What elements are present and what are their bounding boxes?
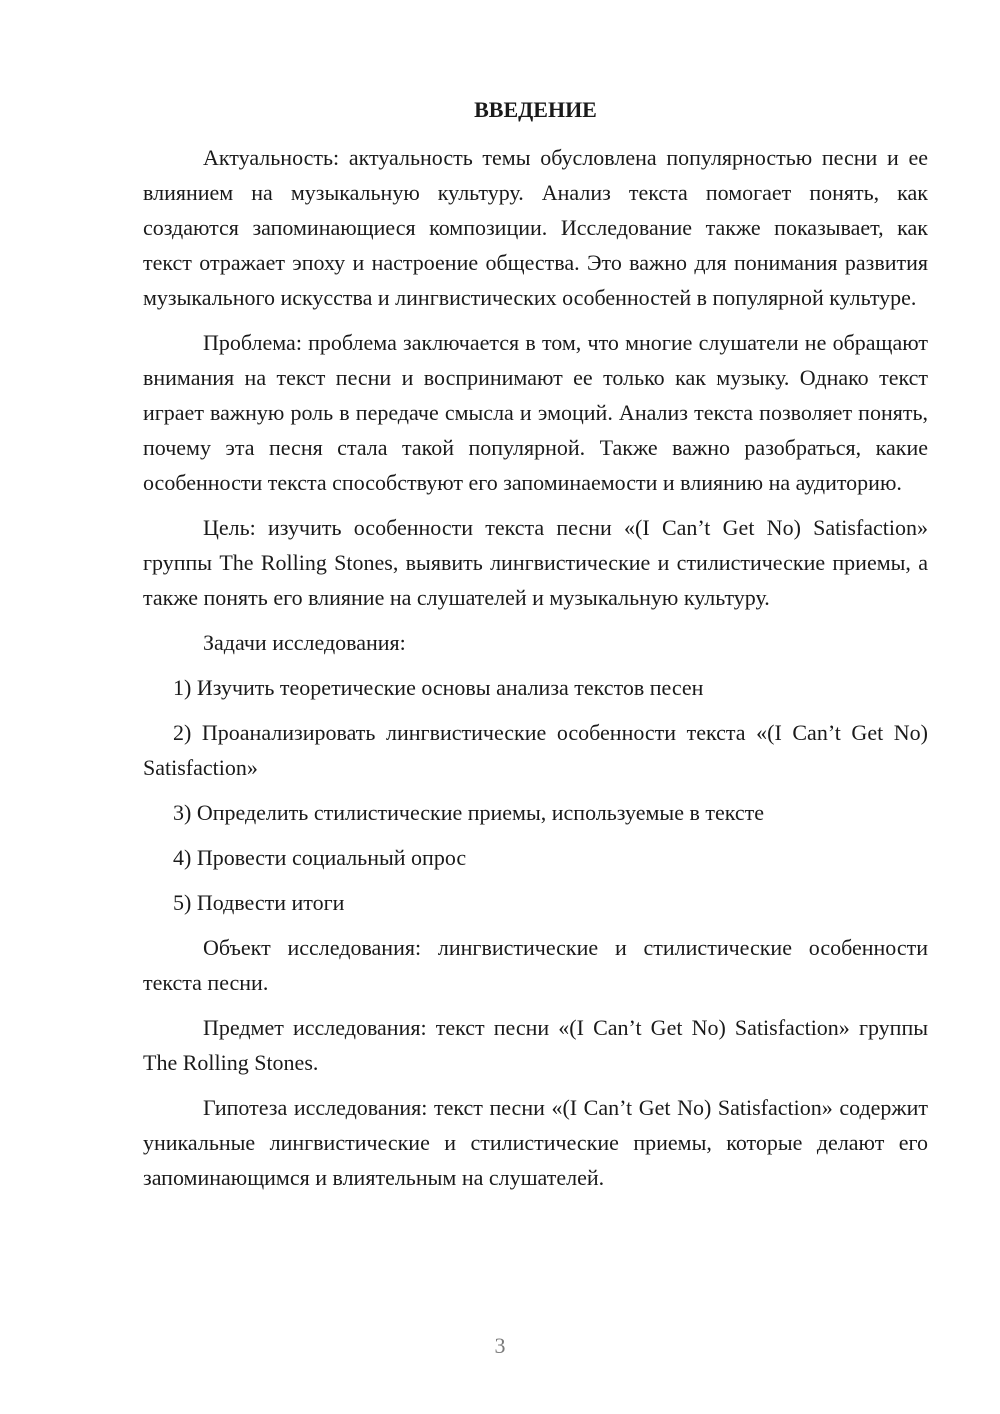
document-page — [143, 95, 928, 1205]
paragraph-problem: Проблема: проблема заключается в том, что многие слушатели не обращают внимания на текст песни и воспринимают ее только как музыку. Однако текст играет важную роль в передаче смысла и эмоций. Анализ текста позволяет понять, почему эта песня стала такой популярной. Также важно разобраться, какие особенности текста способствуют его запоминаемости и влиянию на аудиторию. — [143, 330, 928, 495]
page-number: 3 — [494, 1333, 506, 1358]
list-item: 3) Определить стилистические приемы, используемые в тексте — [173, 800, 765, 825]
paragraph-hypothesis: Гипотеза исследования: текст песни «(I Can’t Get No) Satisfaction» содержит уникальные лингвистические и стилистические приемы, которые делают его запоминающимся и влиятельным на слушателей. — [143, 1095, 928, 1190]
paragraph-relevance: Актуальность: актуальность темы обусловлена популярностью песни и ее влиянием на музыкальную культуру. Анализ текста помогает понять, как создаются запоминающиеся композиции. Исследование также показывает, как текст отражает эпоху и настроение общества. Это важно для понимания развития музыкального искусства и лингвистических особенностей в популярной культуре. — [143, 145, 928, 310]
list-item: 1) Изучить теоретические основы анализа текстов песен — [173, 675, 704, 700]
tasks-heading: Задачи исследования: — [203, 630, 406, 655]
tasks-list — [143, 670, 928, 920]
paragraph-subject: Предмет исследования: текст песни «(I Can’t Get No) Satisfaction» группы The Rolling Stones. — [143, 1015, 928, 1075]
list-item: 4) Провести социальный опрос — [173, 845, 467, 870]
section-title: ВВЕДЕНИЕ — [474, 97, 597, 122]
paragraph-object: Объект исследования: лингвистические и стилистические особенности текста песни. — [143, 935, 928, 995]
list-item: 5) Подвести итоги — [173, 890, 345, 915]
list-item: 2) Проанализировать лингвистические особенности текста «(I Can’t Get No) Satisfaction» — [143, 720, 928, 780]
paragraph-goal: Цель: изучить особенности текста песни «(I Can’t Get No) Satisfaction» группы The Rolling Stones, выявить лингвистические и стилистические приемы, а также понять его влияние на слушателей и музыкальную культуру. — [143, 515, 928, 610]
